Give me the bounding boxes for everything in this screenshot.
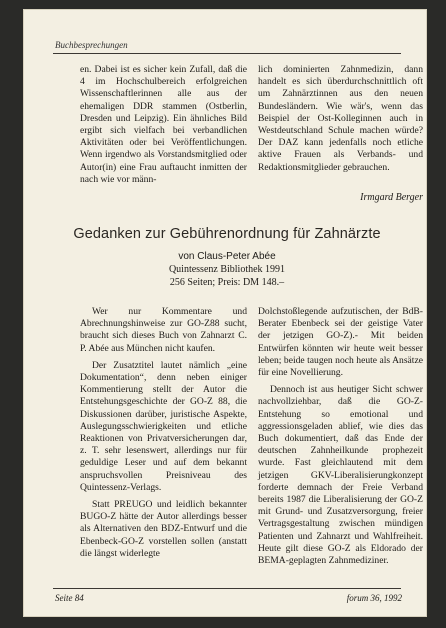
paragraph: Dolchstoßlegende aufzutischen, der BdB-Berater Ebenbeck sei der geistige Vater der jetzigen GO-Z).- Mit beiden Entwürfen könnten wir heute weit besser leben; beide taugen noch heute als Ansätze für eine Novellierung. [258,306,423,379]
paragraph: Der Zusatztitel lautet nämlich „eine Dokumentation“, denn neben einiger Kommentierung stellt der Autor die Entstehungsgeschichte der GO-Z 88, die Diskussionen darüber, juristische Aspekte, Auslegungsschwierigkeiten und etliche Reaktionen von Privatversicherungen dar, z. T. sehr lesenswert, allerdings nur für geduldige Leser und auf dem bekannt anspruchsvollen Preisniveau des Quintessenz-Verlags. [80,359,247,493]
header-rule [53,53,401,54]
article-signature: Irmgard Berger [360,192,423,203]
paragraph: Statt PREUGO und leidlich bekannter BUGO-Z hätte der Autor allerdings besser als Alternativen den BDZ-Entwurf und die Ebenbeck-GO-Z vorstellen sollen (anstatt die längst widerlegte [80,499,247,559]
review-author: von Claus-Peter Abée [178,251,276,262]
issue-label: forum 36, 1992 [346,593,402,603]
review-title: Gedanken zur Gebührenordnung für Zahnärzte [73,226,381,242]
paragraph: Dennoch ist aus heutiger Sicht schwer nachvollziehbar, daß die GO-Z-Entstehung so emotional und aggressionsgeladen ablief, wie dies das Buch dokumentiert, daß das Ende der deutschen Zahnheilkunde prophezeit wurde. Fast gleichlautend mit dem jetzigen GKV-Liberalisierungkonzept forderte demnach der Freie Verband bereits 1987 die Liberalisierung der GO-Z mit Grund- und Zusatzversorgung, freier Vertragsgestaltung zwischen mündigen Patienten und Zahnarzt und Wahlfreiheit. Heute gilt diese GO-Z als Eldorado der BEMA-geplagten Zahnmediziner. [258,384,423,567]
section-header: Buchbesprechungen [55,40,128,50]
review-publication-info [54,264,400,289]
top-article-left-column [80,64,247,186]
journal-page [24,10,426,616]
top-article-right-column [258,64,423,174]
paragraph: en. Dabei ist es sicher kein Zufall, daß die 4 im Hochschulbereich erfolgreichen Wissenschaftlerinnen alle aus der ehemaligen DDR stammen (Ostberlin, Dresden und Leipzig). Ein ähnliches Bild ergibt sich vielfach bei verbandlichen Aktivitäten oder bei Veröffentlichungen. Wenn irgendwo als Vorstandsmitglied oder Autor(in) eine Frau auftaucht inmitten der nach wie vor männ- [80,64,247,185]
publisher-line: Quintessenz Bibliothek 1991 [168,264,286,275]
review-right-column [258,306,423,567]
details-line: 256 Seiten; Preis: DM 148.– [169,276,285,288]
footer-rule [53,588,401,589]
paragraph: lich dominierten Zahnmedizin, dann handelt es sich überdurchschnittlich oft um Zahnärztinnen aus den neuen Bundesländern. Wie wär's, wenn das Beispiel der Ost-Kolleginnen auch in Westdeutschland Schule machen würde? Der DAZ kann jedenfalls noch etliche aktive Frauen als Verbands- und Redaktionsmitglieder gebrauchen. [258,64,423,173]
review-left-column [80,306,247,560]
page-number: Seite 84 [55,593,84,603]
paragraph: Wer nur Kommentare und Abrechnungshinweise zur GO-Z88 sucht, braucht sich dieses Buch von Zahnarzt C. P. Abée aus München nicht kaufen. [80,306,247,354]
